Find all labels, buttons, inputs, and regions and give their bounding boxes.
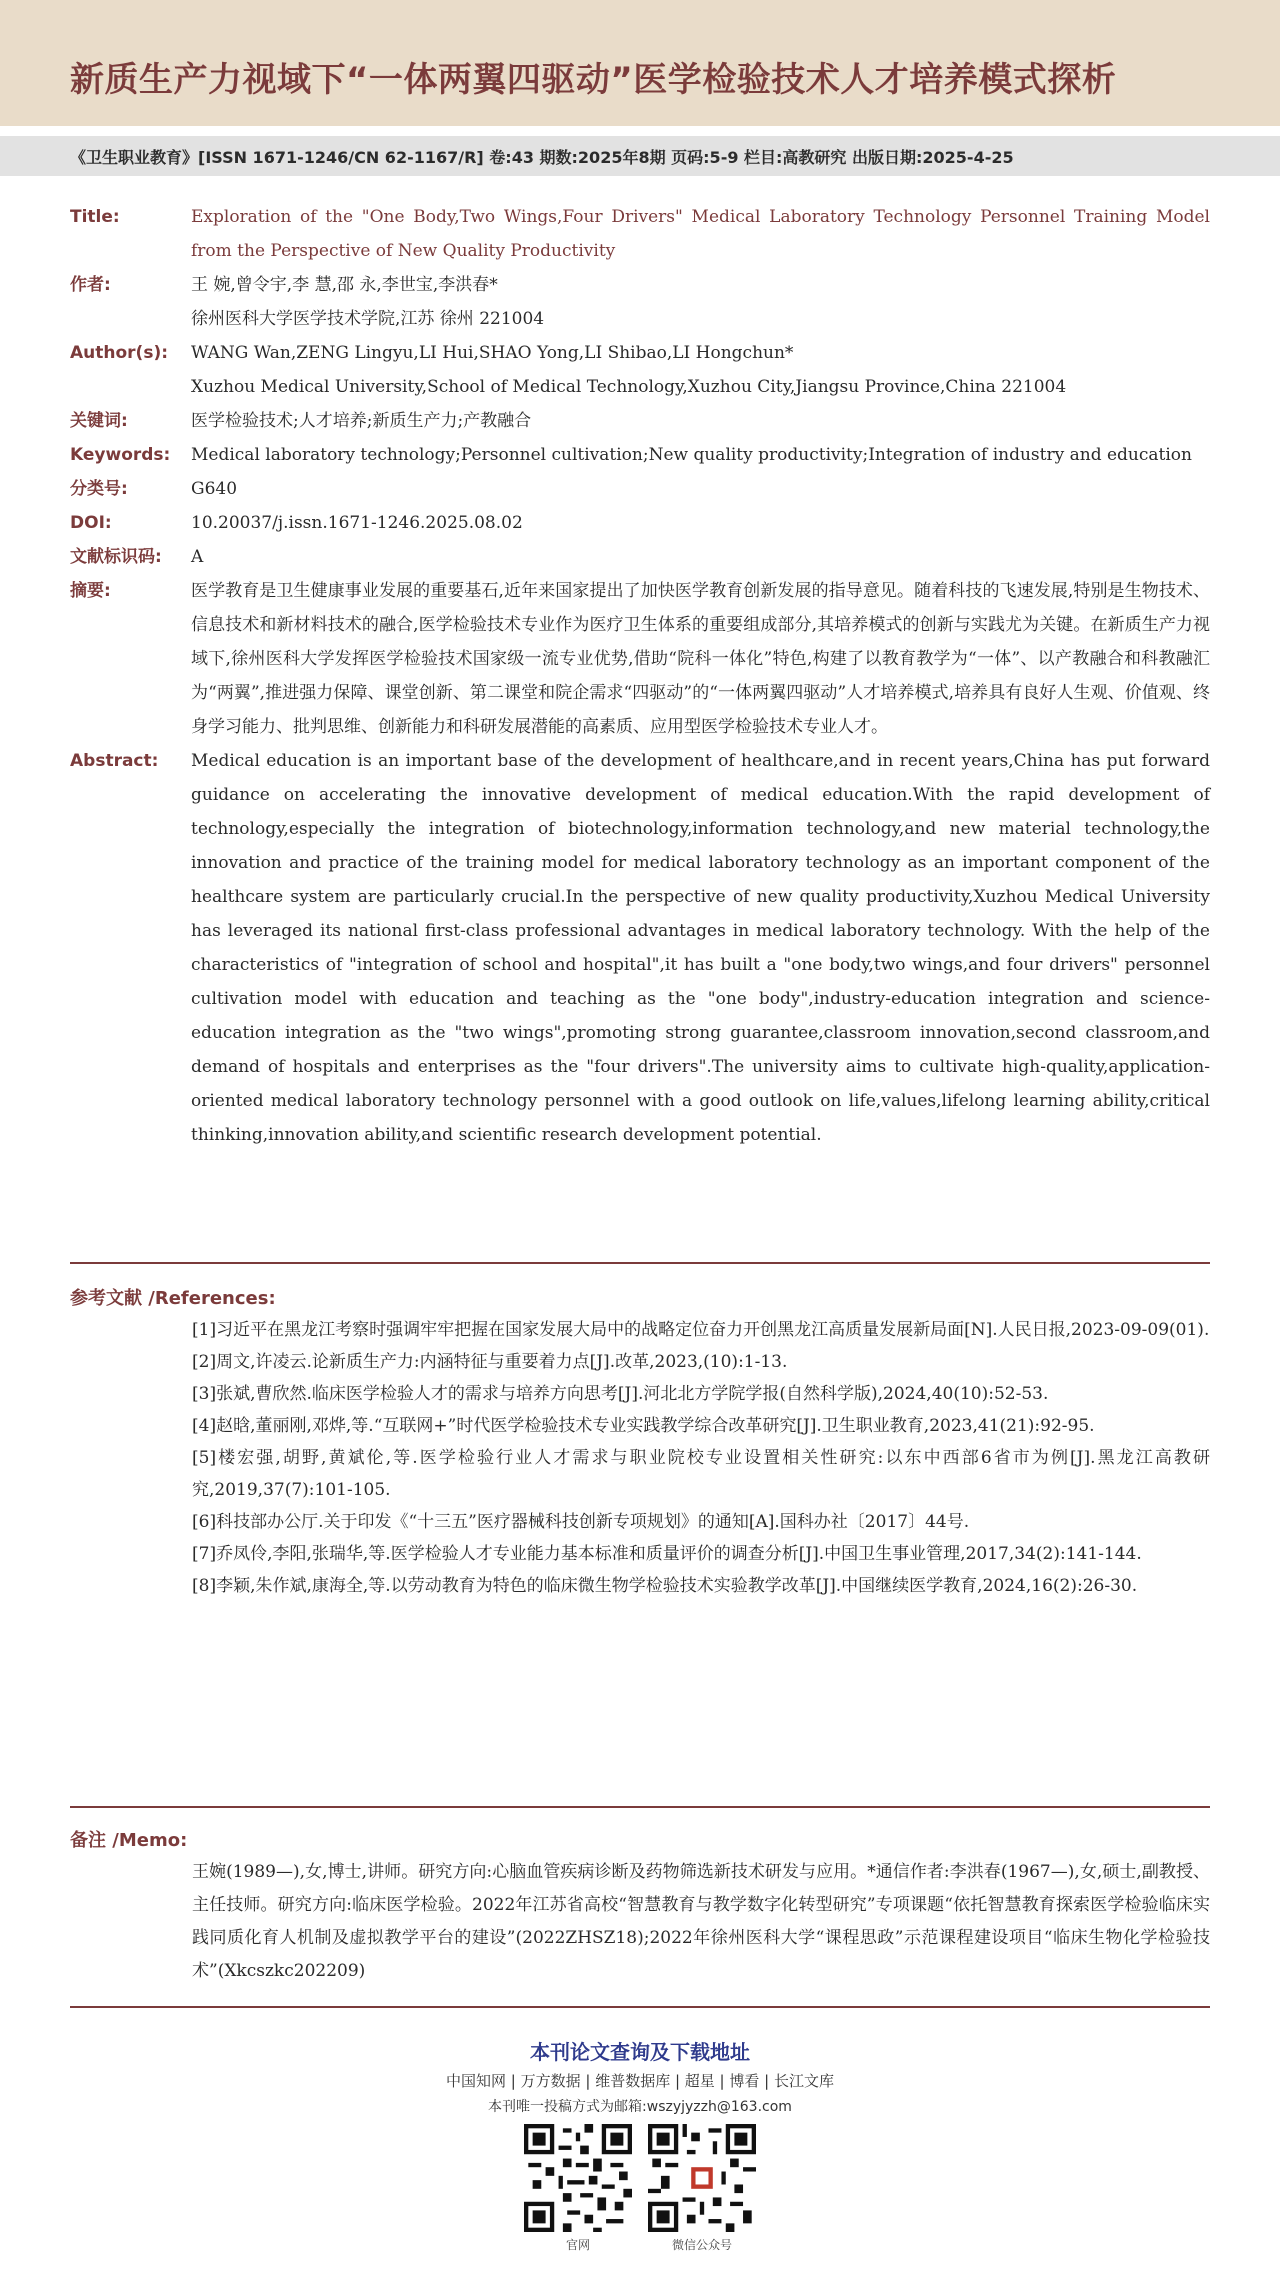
field-keywords-en	[70, 438, 1210, 472]
field-authors-en	[70, 336, 1210, 404]
wechat-qr-caption: 微信公众号	[671, 2238, 732, 2252]
references-list	[192, 1314, 1210, 1602]
author-affiliation: 徐州医科大学医学技术学院,江苏 徐州 221004	[191, 309, 545, 329]
footer-title: 本刊论文查询及下载地址	[530, 2040, 750, 2064]
citation-text: 《卫生职业教育》[ISSN 1671-1246/CN 62-1167/R] 卷:43 期数:2025年8期 页码:5-9 栏目:高教研究 出版日期:2025-4-25	[70, 148, 1014, 167]
keywords-value: 医学检验技术;人才培养;新质生产力;产教融合	[191, 411, 532, 431]
database-list: 中国知网 | 万方数据 | 维普数据库 | 超星 | 博看 | 长江文库	[446, 2072, 834, 2090]
author-en-names: WANG Wan,ZENG Lingyu,LI Hui,SHAO Yong,LI Shibao,LI Hongchun*	[191, 343, 794, 363]
reference-item: [8]李颖,朱作斌,康海全,等.以劳动教育为特色的临床微生物学检验技术实验教学改革[J].中国继续医学教育,2024,16(2):26-30.	[192, 1576, 1138, 1596]
doi-label: DOI:	[70, 513, 112, 533]
page-title: 新质生产力视域下“一体两翼四驱动”医学检验技术人才培养模式探析	[70, 60, 1117, 100]
field-authors	[70, 268, 1210, 336]
divider	[70, 1262, 1210, 1264]
memo-text: 王婉(1989—),女,博士,讲师。研究方向:心脑血管疾病诊断及药物筛选新技术研发与应用。*通信作者:李洪春(1967—),女,硕士,副教授、主任技师。研究方向:临床医学检验。2022年江苏省高校“智慧教育与教学数字化转型研究”专项课题“依托智慧教育探索医学检验临床实践同质化育人机制及虚拟教学平台的建设”(2022ZHSZ18);2022年徐州医科大学“课程思政”示范课程建设项目“临床生物化学检验技术”(Xkcszkc202209)	[192, 1862, 1210, 1981]
article-fields	[70, 200, 1210, 1152]
author-names: 王 婉,曾令宇,李 慧,邵 永,李世宝,李洪春*	[191, 275, 498, 295]
reference-item: [6]科技部办公厅.关于印发《“十三五”医疗器械科技创新专项规划》的通知[A].国科办社〔2017〕44号.	[192, 1512, 970, 1532]
reference-item: [3]张斌,曹欣然.临床医学检验人才的需求与培养方向思考[J].河北北方学院学报(自然科学版),2024,40(10):52-53.	[192, 1384, 1049, 1404]
doc-code-label: 文献标识码:	[70, 547, 162, 567]
citation-bar	[0, 136, 1280, 176]
divider	[70, 2006, 1210, 2008]
website-qr-caption: 官网	[565, 2238, 590, 2252]
keywords-en-value: Medical laboratory technology;Personnel cultivation;New quality productivity;Integration of industry and education	[191, 445, 1192, 465]
keywords-en-label: Keywords:	[70, 445, 171, 465]
divider	[70, 1806, 1210, 1808]
abstract-cn-text: 医学教育是卫生健康事业发展的重要基石,近年来国家提出了加快医学教育创新发展的指导意见。随着科技的飞速发展,特别是生物技术、信息技术和新材料技术的融合,医学检验技术专业作为医疗卫生体系的重要组成部分,其培养模式的创新与实践尤为关键。在新质生产力视域下,徐州医科大学发挥医学检验技术国家级一流专业优势,借助“院科一体化”特色,构建了以教育教学为“一体”、以产教融合和科教融汇为“两翼”,推进强力保障、课堂创新、第二课堂和院企需求“四驱动”的“一体两翼四驱动”人才培养模式,培养具有良好人生观、价值观、终身学习能力、批判思维、创新能力和科研发展潜能的高素质、应用型医学检验技术专业人才。	[191, 581, 1210, 737]
field-title	[70, 200, 1210, 268]
field-doc-code	[70, 540, 1210, 574]
reference-item: [2]周文,许凌云.论新质生产力:内涵特征与重要着力点[J].改革,2023,(10):1-13.	[192, 1352, 788, 1372]
submission-email: 本刊唯一投稿方式为邮箱:wszyjyzzh@163.com	[488, 2099, 792, 2115]
reference-item: [5]楼宏强,胡野,黄斌伦,等.医学检验行业人才需求与职业院校专业设置相关性研究:以东中西部6省市为例[J].黑龙江高教研究,2019,37(7):101-105.	[192, 1448, 1210, 1500]
references-title: 参考文献 /References:	[70, 1288, 276, 1309]
website-qr-code[interactable]	[524, 2124, 632, 2232]
reference-item: [1]习近平在黑龙江考察时强调牢牢把握在国家发展大局中的战略定位奋力开创黑龙江高质量发展新局面[N].人民日报,2023-09-09(01).	[192, 1320, 1210, 1340]
keywords-label: 关键词:	[70, 411, 128, 431]
field-classification	[70, 472, 1210, 506]
field-doi	[70, 506, 1210, 540]
doc-code-value: A	[191, 547, 204, 567]
author-en-label: Author(s):	[70, 343, 169, 363]
title-en: Exploration of the "One Body,Two Wings,Four Drivers" Medical Laboratory Technology Personnel Training Model from the Perspective of New Quality Productivity	[191, 207, 1210, 261]
title-label: Title:	[70, 207, 120, 227]
abstract-en-label: Abstract:	[70, 751, 159, 771]
page-header	[0, 0, 1280, 126]
reference-item: [4]赵晗,董丽刚,邓烨,等.“互联网+”时代医学检验技术专业实践教学综合改革研究[J].卫生职业教育,2023,41(21):92-95.	[192, 1416, 1095, 1436]
author-en-affiliation: Xuzhou Medical University,School of Medical Technology,Xuzhou City,Jiangsu Province,China 221004	[191, 377, 1067, 397]
abstract-cn-label: 摘要:	[70, 581, 111, 601]
reference-item: [7]乔凤伶,李阳,张瑞华,等.医学检验人才专业能力基本标准和质量评价的调查分析[J].中国卫生事业管理,2017,34(2):141-144.	[192, 1544, 1142, 1564]
field-abstract-en	[70, 744, 1210, 1152]
abstract-en-text: Medical education is an important base of the development of healthcare,and in recent years,China has put forward guidance on accelerating the innovative development of medical education.With the rapid development of technology,especially the integration of biotechnology,information technology,and new material technology,the innovation and practice of the training model for medical laboratory technology as an important component of the healthcare system are particularly crucial.In the perspective of new quality productivity,Xuzhou Medical University has leveraged its national first-class professional advantages in medical laboratory technology. With the help of the characteristics of "integration of school and hospital",it has built a "one body,two wings,and four drivers" personnel cultivation model with education and teaching as the "one body",industry-education integration and science-education integration as the "two wings",promoting strong guarantee,classroom innovation,second classroom,and demand of hospitals and enterprises as the "four drivers".The university aims to cultivate high-quality,application-oriented medical laboratory technology personnel with a good outlook on life,values,lifelong learning ability,critical thinking,innovation ability,and scientific research development potential.	[191, 751, 1210, 1145]
author-label: 作者:	[70, 275, 111, 295]
wechat-qr-code[interactable]	[648, 2124, 756, 2232]
class-label: 分类号:	[70, 479, 128, 499]
field-abstract-cn	[70, 574, 1210, 744]
field-keywords	[70, 404, 1210, 438]
memo-title: 备注 /Memo:	[70, 1830, 188, 1851]
doi-value[interactable]: 10.20037/j.issn.1671-1246.2025.08.02	[191, 513, 523, 533]
class-value: G640	[191, 479, 238, 499]
